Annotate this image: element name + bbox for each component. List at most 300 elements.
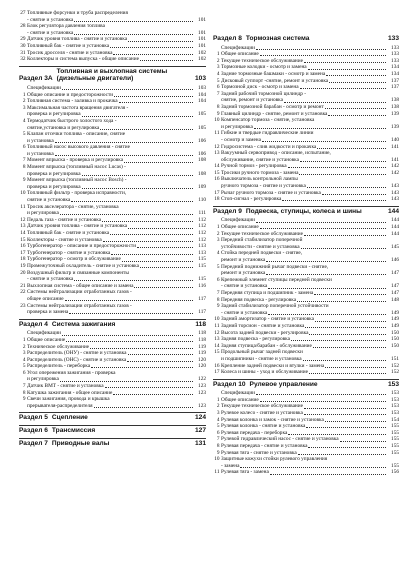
entry-title-text: - снятие и установка [27,276,74,283]
entry-page-number: 111 [198,210,206,217]
dot-leader [282,200,386,201]
toc-entry[interactable] [19,98,206,105]
entry-title-text: Распределитель - переборка [27,363,91,370]
entry-title-text: Рулевая передача - снятие и установка [221,443,308,450]
toc-entry[interactable] [213,91,399,104]
dot-leader [299,174,386,175]
entry-title-line [27,118,194,125]
entry-page-number: 123 [198,402,206,409]
entry-page-number: 120 [198,363,206,370]
toc-entry[interactable] [213,303,399,316]
toc-entry[interactable] [213,84,399,91]
toc-entry[interactable] [213,71,399,78]
entry-number: 7 [216,436,220,443]
entry-title-line [221,463,387,470]
entry-page-number: 113 [198,249,206,256]
entry-title [27,36,194,43]
dot-leader [65,300,193,301]
entry-title-text: снятие,установка и регулировка [27,124,100,131]
entry-page-number: 143 [391,196,399,203]
toc-entry[interactable] [213,390,399,397]
entry-title-text: Блок регулятора давления топлива [27,23,105,30]
entry-title [221,71,387,78]
dot-leader [254,128,386,129]
entry-title [27,370,194,383]
entry-title-line [27,36,194,43]
toc-entry[interactable] [213,104,399,111]
toc-entry[interactable] [19,144,206,157]
entry-title-line [221,176,387,183]
toc-entry[interactable] [213,58,399,65]
toc-entry[interactable] [213,423,399,430]
entry-title [221,423,387,430]
entry-page-number: 115 [198,276,206,283]
entry-title-text: ручного тормоза - снятие и установка [221,183,306,190]
entry-title [27,289,194,302]
section-label: Раздел 4 [19,320,48,328]
entry-title-line [221,303,387,310]
entry-title-text: Задняя подвеска - регулировка [221,336,291,343]
entry-title-text: Текущее техническое обслуживание [221,403,303,410]
entry-title-text: и регулировка [221,123,253,130]
entry-title [27,105,194,118]
entry-title-line [27,376,194,383]
toc-entry[interactable] [19,289,206,302]
toc-entry[interactable] [19,177,206,190]
toc-entry[interactable] [19,223,206,230]
entry-title-line [27,56,194,63]
entry-title-text: Задний амортизатор - снятие и установка [221,316,315,323]
dot-leader [291,340,386,341]
entry-title [221,456,387,469]
entry-title [27,263,194,270]
entry-title-text: Рулевая тяга - замена [221,469,269,476]
entry-title-line [221,423,387,430]
dot-leader [325,421,386,422]
entry-title [221,117,387,130]
entry-title-text: Воздушный фильтр и связанные компоненты [27,269,129,276]
entry-title-text: проверка и регулировка [27,183,81,190]
entry-title-line [27,30,194,37]
entry-page-number: 155 [391,449,399,456]
entry-number: 6 [216,429,220,436]
toc-entry[interactable] [19,263,206,270]
section-label: Раздел 10 [213,380,246,388]
entry-title [27,337,194,344]
toc-entry[interactable] [19,396,206,409]
entry-title-text: Ручной тормоз - регулировка [221,163,287,170]
entry-title-text: Топливный фильтр - проверка исправности, [27,190,127,197]
entry-title [221,336,387,343]
entry-number: 2 [216,230,220,237]
entry-page-number: 101 [198,36,206,43]
entry-page-number: 154 [391,416,399,423]
entry-page-number: 142 [391,163,399,170]
entry-number: 8 [216,296,220,303]
entry-page-number: 151 [391,355,399,362]
dot-leader [124,162,193,163]
entry-number: 11 [214,130,220,137]
toc-entry[interactable] [19,10,206,23]
toc-entry[interactable] [19,131,206,144]
entry-title-text: Гидросистема - слив жидкости и прокачка [221,143,317,150]
entry-number: 6 [22,144,26,151]
dot-leader [82,116,193,117]
entry-page-number: 101 [198,42,206,49]
toc-entry[interactable] [19,56,206,63]
dot-leader [69,313,193,314]
entry-title-text: Тормозные колодки - осмотр и замена [221,64,307,71]
entry-title-text: Момент впрыска - проверка и регулировка [27,157,124,164]
entry-title [27,350,194,357]
entry-page-number: 149 [391,309,399,316]
dot-leader [340,441,386,442]
dot-leader [82,188,193,189]
entry-page-number: 122 [198,376,206,383]
dot-leader [60,381,193,382]
toc-entry[interactable] [19,92,206,99]
dot-leader [94,407,193,408]
entry-number: 8 [216,103,220,110]
toc-entry[interactable] [213,349,399,362]
entry-title-text: Стойка передней подвески - снятие, [221,250,303,257]
section-title [246,208,385,216]
toc-entry[interactable] [19,105,206,118]
dot-leader [325,367,386,368]
entry-title-line [27,177,194,184]
entry-title-line [221,111,387,118]
entry-title-line [27,98,194,105]
entry-page-number: 133 [391,44,399,51]
dot-leader [74,21,193,22]
entry-page-number: 149 [391,322,399,329]
entry-title-line [27,230,194,237]
entry-page-number: 145 [391,243,399,250]
entry-title-line [221,349,387,356]
toc-entry[interactable] [19,330,206,337]
entry-title-text: снятие, ремонт и установка [221,97,283,104]
toc-entry[interactable] [19,363,206,370]
toc-entry[interactable] [213,190,399,197]
toc-entry[interactable] [213,237,399,250]
toc-entry[interactable] [213,196,399,203]
entry-page-number: 133 [391,57,399,64]
entry-title-line [221,323,387,330]
toc-entry[interactable] [213,417,399,424]
entry-number: 10 [214,316,220,323]
entry-page-number: 119 [198,343,206,350]
toc-entry[interactable] [213,264,399,277]
entry-number: 11 [20,203,26,210]
entry-title-text: Общее описание [221,224,259,231]
entry-title [221,330,387,337]
entry-title-text: - снятие и установка [221,283,268,290]
toc-entry[interactable] [213,469,399,476]
entry-title-line [221,443,387,450]
entry-number: 28 [20,23,26,30]
entry-title-text: Стоп-сигнал - регулировка [221,196,282,203]
entry-title [27,43,194,50]
entry-number: 10 [214,456,220,463]
entry-number: 17 [214,369,220,376]
dot-leader [304,235,386,236]
entry-title-line [27,190,194,197]
entry-title-line [221,163,387,170]
toc-entry[interactable] [19,390,206,397]
toc-entry[interactable] [19,217,206,224]
entry-title-line [27,217,194,224]
entry-page-number: 150 [391,342,399,349]
entry-page-number: 112 [198,236,206,243]
entry-title-line [27,383,194,390]
toc-entry[interactable] [19,230,206,237]
entry-number: 6 [216,276,220,283]
toc-entry[interactable] [213,410,399,417]
entry-title-line [27,17,194,24]
toc-entry[interactable] [19,190,206,203]
section-heading [19,425,206,435]
entry-title-line [27,204,194,211]
entry-title-line [27,92,194,99]
entry-title-text: Колеса и шины - уход и обслуживание [221,369,308,376]
entry-number: 32 [20,56,26,63]
toc-entry[interactable] [19,256,206,263]
entry-title-line [27,111,194,118]
entry-number: 4 [22,356,26,363]
entry-page-number: 150 [391,329,399,336]
toc-entry[interactable] [213,290,399,297]
entry-page-number: 152 [391,362,399,369]
entry-page-number: 102 [198,56,206,63]
toc-entry[interactable] [213,316,399,323]
entry-number: 9 [216,449,220,456]
entry-page-number: 118 [198,330,206,337]
toc-entry[interactable] [19,243,206,250]
entry-title-text: Педаль газа - снятие и установка [27,216,102,223]
dot-leader [260,401,386,402]
entry-title [27,118,194,131]
entry-title [221,64,387,71]
entry-page-number: 105 [198,111,206,118]
entry-page-number: 147 [391,270,399,277]
entry-title-text: - снятие и установка [27,16,74,23]
toc-entry[interactable] [213,176,399,189]
entry-title-text: Тросики ручного тормоза - замена [221,169,299,176]
entry-title [27,98,194,105]
entry-title [221,58,387,65]
entry-title-text: - осмотр и замена [221,136,261,143]
toc-entry[interactable] [213,51,399,58]
entry-title-text: Выключатель контрольной лампы [221,176,298,183]
entry-title [221,224,387,231]
toc-entry[interactable] [19,350,206,357]
entry-title-line [221,250,387,257]
entry-title-line [221,257,387,264]
entry-title-line [221,356,387,363]
entry-title-text: Спецификации [221,217,256,224]
entry-title [27,85,194,92]
entry-title-text: - замена [221,462,240,469]
entry-title-line [27,197,194,204]
toc-entry[interactable] [213,436,399,443]
toc-entry[interactable] [213,330,399,337]
entry-title-line [27,370,194,377]
entry-number: 2 [216,403,220,410]
entry-page-number: 106 [198,150,206,157]
toc-entry[interactable] [213,443,399,450]
entry-number: 8 [22,389,26,396]
entry-title [27,330,194,337]
toc-entry[interactable] [213,369,399,376]
entry-page-number: 139 [391,123,399,130]
entry-title-line [27,309,194,316]
entry-title-text: Передний поднижний рычаг подвески - снятие, [221,263,329,270]
entry-title-line [221,264,387,271]
entry-title-line [27,164,194,171]
entry-title-text: Главный цилиндр - снятие, ремонт и установка [221,110,328,117]
entry-number: 18 [214,196,220,203]
entry-title [27,92,194,99]
section-page-number: 144 [387,207,399,215]
entry-title-text: устойчивости - снятие и установка [221,243,300,250]
dot-leader [140,60,193,61]
toc-entry[interactable] [213,64,399,71]
entry-title-text: Спецификации [27,84,62,91]
dot-leader [110,47,193,48]
toc-entry[interactable] [19,36,206,43]
entry-number: 2 [22,98,26,105]
toc-entry[interactable] [213,111,399,118]
entry-title-text: и установка [27,150,54,157]
toc-entry[interactable] [213,323,399,330]
entry-title-text: Задний рабочий тормозной цилиндр - [221,90,307,97]
section-label: Раздел 8 [213,35,242,42]
entry-title-text: Момент впрыска (топливный насос Bosch) - [27,177,127,184]
entry-number: 9 [22,396,26,403]
toc-entry[interactable] [19,270,206,283]
entry-number: 5 [22,363,26,370]
entry-number: 8 [216,443,220,450]
toc-entry[interactable] [213,130,399,143]
entry-number: 1 [22,336,26,343]
entry-page-number: 134 [391,64,399,71]
entry-title-text: и регулировка [27,210,59,217]
toc-entry[interactable] [19,23,206,36]
entry-number: 2 [216,57,220,64]
entry-title-text: Задний стабилизатор поперечной устойчивости [221,303,329,310]
toc-entry[interactable] [19,85,206,92]
entry-page-number: 155 [391,443,399,450]
entry-title-text: Катушка зажигания - общее описание [27,389,113,396]
dot-leader [268,314,386,315]
dot-leader [128,354,194,355]
entry-title-text: Топливный бак - снятие и установка [27,42,110,49]
entry-number: 10 [20,190,26,197]
toc-entry[interactable] [19,370,206,383]
dot-leader [102,221,193,222]
section-page-number: 131 [194,439,206,447]
entry-title-text: Общее описание [221,396,259,403]
toc-entry[interactable] [213,403,399,410]
entry-title-text: Общие описание и предосторожности [27,91,114,98]
entry-page-number: 105 [198,124,206,131]
entry-number: 12 [214,143,220,150]
dot-leader [55,142,193,143]
section-title [246,35,385,43]
entry-title [27,177,194,190]
entry-number: 4 [22,117,26,124]
toc-entry[interactable] [213,163,399,170]
toc-entry[interactable] [19,303,206,316]
entry-title-text: Коллекторы и система выпуска - общие описание [27,56,139,63]
entry-title-text: Системы нейтрализации отработанных газов - [27,302,132,309]
entry-title-text: Текущее техническое обслуживание [221,57,303,64]
dot-leader [128,41,193,42]
toc-entry[interactable] [19,118,206,131]
entry-title-text: Топливная система - заливка и прокачка [27,98,118,105]
entry-title-text: Высота задней подвески - регулировка [221,329,309,336]
entry-page-number: 147 [391,289,399,296]
toc-entry[interactable] [213,117,399,130]
entry-title-text: - снятие и установка [221,309,268,316]
entry-number: 17 [214,189,220,196]
toc-entry[interactable] [213,336,399,343]
entry-page-number: 153 [391,396,399,403]
entry-title-text: Тросик дросселя - снятие и установка [27,49,113,56]
toc-entry[interactable] [19,43,206,50]
toc-entry[interactable] [213,456,399,469]
dot-leader [300,161,386,162]
entry-number: 13 [214,150,220,157]
toc-entry[interactable] [19,383,206,390]
entry-title-line [221,196,387,203]
entry-number: 31 [20,49,26,56]
toc-entry[interactable] [19,204,206,217]
entry-page-number: 109 [198,183,206,190]
entry-title-line [221,336,387,343]
toc-entry[interactable] [19,337,206,344]
toc-entry[interactable] [213,224,399,231]
dot-leader [300,88,386,89]
entry-title-text: и подшипники - снятие и установка [221,355,302,362]
entry-title-text: Крепежный элемент ступицы передней подвески [221,276,332,283]
dot-leader [260,55,386,56]
entry-title [221,390,387,397]
toc-entry[interactable] [213,250,399,263]
entry-title-line [27,125,194,132]
dot-leader [298,454,386,455]
toc-entry[interactable] [213,150,399,163]
entry-title [27,10,194,23]
toc-entry[interactable] [213,277,399,290]
dot-leader [260,228,386,229]
dot-leader [62,335,193,336]
entry-page-number: 104 [198,98,206,105]
entry-title-text: Защитные кожухи стойки рулевого управления [221,456,328,463]
dot-leader [134,287,193,288]
entry-title [221,290,387,297]
entry-title [221,410,387,417]
section-label: Раздел 9 [213,207,242,215]
dot-leader [308,447,386,448]
entry-title-text: Тросик акселератора - снятие, установка [27,203,119,210]
entry-page-number: 143 [391,183,399,190]
toc-entry[interactable] [19,164,206,177]
entry-title-line [27,85,194,92]
entry-title-line [27,330,194,337]
entry-title-text: Передняя подвеска - регулировка [221,296,297,303]
section-title [57,68,192,83]
